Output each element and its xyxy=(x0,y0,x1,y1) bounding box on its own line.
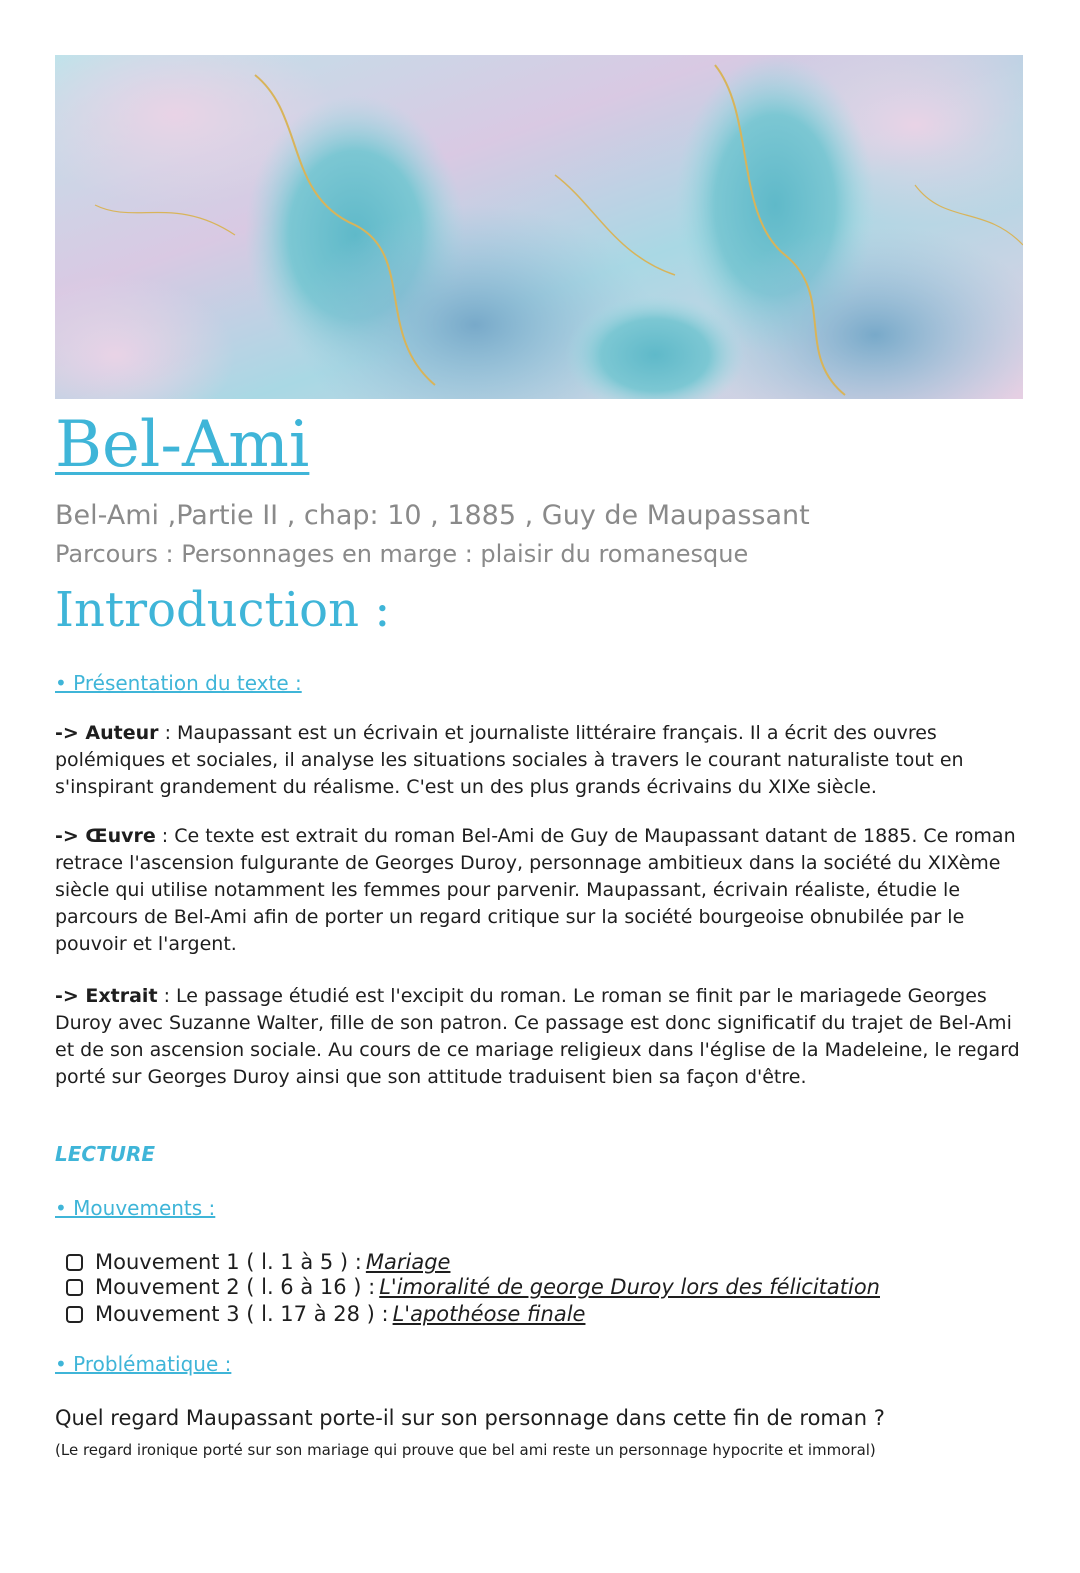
introduction-heading: Introduction : xyxy=(55,582,391,638)
extrait-paragraph xyxy=(55,983,1030,1091)
checkbox[interactable] xyxy=(66,1254,83,1271)
mouvement-link[interactable]: L'imoralité de george Duroy lors des félicitation xyxy=(379,1275,880,1299)
extrait-lead: -> Extrait xyxy=(55,985,158,1007)
mouvements-label[interactable]: • Mouvements : xyxy=(55,1196,216,1220)
auteur-lead: -> Auteur xyxy=(55,722,159,744)
presentation-label[interactable]: • Présentation du texte : xyxy=(55,671,302,695)
mouvement-prefix: Mouvement 3 ( l. 17 à 28 ) : xyxy=(95,1302,389,1326)
mouvement-item xyxy=(66,1249,450,1275)
checkbox[interactable] xyxy=(66,1279,83,1296)
document-subtitle: Bel-Ami ,Partie II , chap: 10 , 1885 , Guy de Maupassant xyxy=(55,500,810,531)
document-title[interactable]: Bel-Ami xyxy=(55,408,310,482)
oeuvre-lead: -> Œuvre xyxy=(55,825,156,847)
problematique-note: (Le regard ironique porté sur son mariage qui prouve que bel ami reste un personnage hypocrite et immoral) xyxy=(55,1441,876,1459)
mouvement-prefix: Mouvement 1 ( l. 1 à 5 ) : xyxy=(95,1250,362,1274)
header-banner-image xyxy=(55,55,1023,399)
mouvement-prefix: Mouvement 2 ( l. 6 à 16 ) : xyxy=(95,1275,376,1299)
lecture-heading: LECTURE xyxy=(55,1142,156,1166)
parcours-line: Parcours : Personnages en marge : plaisir du romanesque xyxy=(55,540,749,568)
problematique-label[interactable]: • Problématique : xyxy=(55,1352,232,1376)
mouvement-item xyxy=(66,1274,880,1300)
mouvement-link[interactable]: Mariage xyxy=(365,1250,451,1274)
oeuvre-paragraph xyxy=(55,823,1030,958)
extrait-text: : Le passage étudié est l'excipit du roman. Le roman se finit par le mariagede Georges Duroy avec Suzanne Walter, fille de son patron. Ce passage est donc significatif du trajet de Bel-Ami et de son ascension sociale. Au cours de ce mariage religieux dans l'église de la Madeleine, le regard porté sur Georges Duroy ainsi que son attitude traduisent bien sa façon d'être. xyxy=(55,985,1020,1088)
auteur-text: : Maupassant est un écrivain et journaliste littéraire français. Il a écrit des ouvres polémiques et sociales, il analyse les situations sociales à travers le courant naturaliste tout en s'inspirant grandement du réalisme. C'est un des plus grands écrivains du XIXe siècle. xyxy=(55,722,964,798)
checkbox[interactable] xyxy=(66,1306,83,1323)
oeuvre-text: : Ce texte est extrait du roman Bel-Ami de Guy de Maupassant datant de 1885. Ce roman retrace l'ascension fulgurante de Georges Duroy, personnage ambitieux dans la société du XIXème siècle qui utilise notamment les femmes pour parvenir. Maupassant, écrivain réaliste, étudie le parcours de Bel-Ami afin de porter un regard critique sur la société bourgeoise obnubilée par le pouvoir et l'argent. xyxy=(55,825,1016,955)
mouvement-item xyxy=(66,1301,585,1327)
auteur-paragraph xyxy=(55,720,1030,801)
problematique-question: Quel regard Maupassant porte-il sur son personnage dans cette fin de roman ? xyxy=(55,1406,885,1430)
mouvement-link[interactable]: L'apothéose finale xyxy=(392,1302,586,1326)
